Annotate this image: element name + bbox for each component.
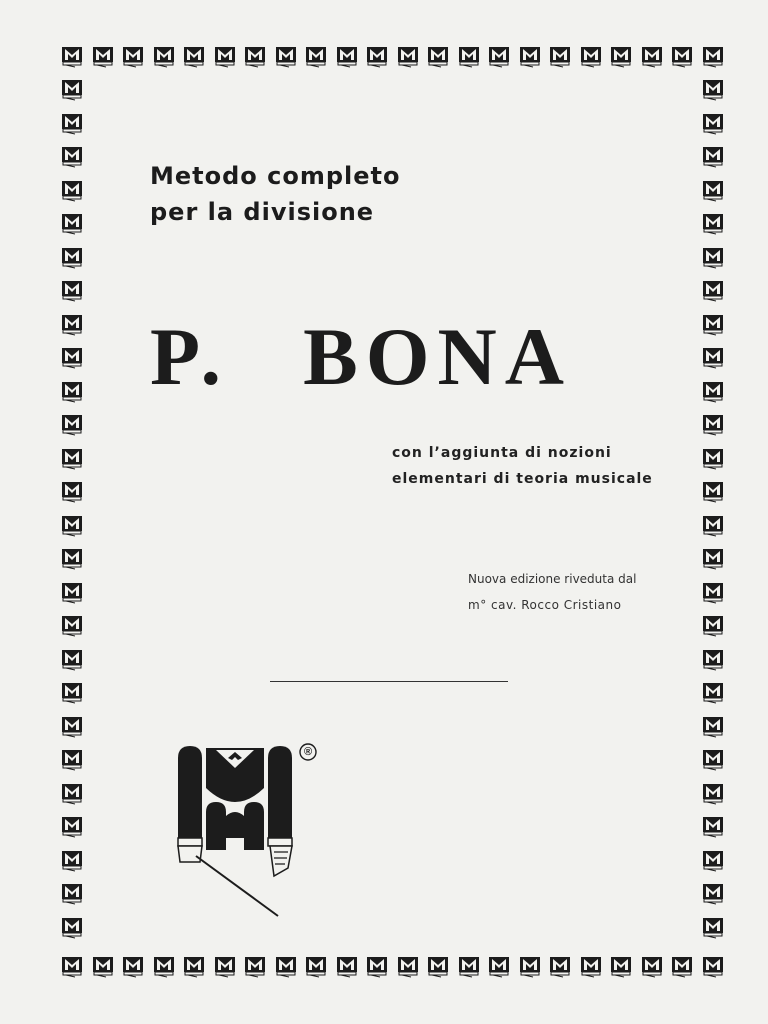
monogram-tile-icon xyxy=(701,379,725,403)
edition-note xyxy=(468,566,636,618)
decorative-border-right xyxy=(701,77,725,939)
monogram-tile-icon xyxy=(60,915,84,939)
monogram-tile-icon xyxy=(60,479,84,503)
monogram-tile-icon xyxy=(60,77,84,101)
monogram-tile-icon xyxy=(243,44,267,68)
monogram-tile-icon xyxy=(701,77,725,101)
author-initial: P. xyxy=(150,311,230,402)
monogram-tile-icon xyxy=(243,954,267,978)
monogram-tile-icon xyxy=(701,111,725,135)
monogram-tile-icon xyxy=(213,44,237,68)
monogram-tile-icon xyxy=(426,44,450,68)
monogram-tile-icon xyxy=(60,954,84,978)
monogram-tile-icon xyxy=(457,954,481,978)
monogram-tile-icon xyxy=(701,781,725,805)
monogram-tile-icon xyxy=(457,44,481,68)
monogram-tile-icon xyxy=(701,747,725,771)
monogram-tile-icon xyxy=(121,954,145,978)
monogram-tile-icon xyxy=(60,848,84,872)
monogram-tile-icon xyxy=(701,412,725,436)
monogram-tile-icon xyxy=(701,144,725,168)
monogram-tile-icon xyxy=(701,647,725,671)
monogram-tile-icon xyxy=(701,546,725,570)
monogram-tile-icon xyxy=(182,44,206,68)
monogram-tile-icon xyxy=(701,245,725,269)
addendum-line-1: con l’aggiunta di nozioni xyxy=(392,445,612,461)
monogram-tile-icon xyxy=(274,954,298,978)
registered-mark: ® xyxy=(303,746,313,758)
monogram-tile-icon xyxy=(701,680,725,704)
monogram-tile-icon xyxy=(579,44,603,68)
monogram-tile-icon xyxy=(518,44,542,68)
monogram-tile-icon xyxy=(426,954,450,978)
monogram-tile-icon xyxy=(60,513,84,537)
monogram-tile-icon xyxy=(182,954,206,978)
monogram-tile-icon xyxy=(548,954,572,978)
author-surname: BONA xyxy=(303,311,572,402)
monogram-tile-icon xyxy=(60,613,84,637)
monogram-tile-icon xyxy=(579,954,603,978)
monogram-tile-icon xyxy=(701,44,725,68)
addendum-text xyxy=(392,440,653,492)
monogram-tile-icon xyxy=(609,44,633,68)
monogram-tile-icon xyxy=(701,345,725,369)
monogram-tile-icon xyxy=(60,345,84,369)
monogram-tile-icon xyxy=(396,954,420,978)
monogram-tile-icon xyxy=(701,312,725,336)
monogram-tile-icon xyxy=(670,954,694,978)
monogram-tile-icon xyxy=(91,44,115,68)
monogram-tile-icon xyxy=(213,954,237,978)
monogram-tile-icon xyxy=(701,211,725,235)
method-title xyxy=(150,158,401,230)
addendum-line-2: elementari di teoria musicale xyxy=(392,471,653,487)
monogram-tile-icon xyxy=(60,680,84,704)
monogram-tile-icon xyxy=(60,580,84,604)
method-title-line-1: Metodo completo xyxy=(150,162,401,190)
monogram-tile-icon xyxy=(640,954,664,978)
monogram-tile-icon xyxy=(91,954,115,978)
monogram-tile-icon xyxy=(60,178,84,202)
monogram-tile-icon xyxy=(487,954,511,978)
monogram-tile-icon xyxy=(60,881,84,905)
monogram-tile-icon xyxy=(701,613,725,637)
monogram-tile-icon xyxy=(304,44,328,68)
monogram-tile-icon xyxy=(60,814,84,838)
monogram-tile-icon xyxy=(60,747,84,771)
monogram-tile-icon xyxy=(701,278,725,302)
monogram-tile-icon xyxy=(396,44,420,68)
monogram-tile-icon xyxy=(60,111,84,135)
decorative-border-left xyxy=(60,77,84,939)
monogram-tile-icon xyxy=(60,211,84,235)
monogram-tile-icon xyxy=(518,954,542,978)
method-title-line-2: per la divisione xyxy=(150,198,375,226)
monogram-tile-icon xyxy=(365,954,389,978)
conductor-monogram-logo-icon xyxy=(170,738,320,923)
monogram-tile-icon xyxy=(701,479,725,503)
monogram-tile-icon xyxy=(640,44,664,68)
monogram-tile-icon xyxy=(701,814,725,838)
monogram-tile-icon xyxy=(60,379,84,403)
monogram-tile-icon xyxy=(60,44,84,68)
monogram-tile-icon xyxy=(701,714,725,738)
monogram-tile-icon xyxy=(60,412,84,436)
monogram-tile-icon xyxy=(701,178,725,202)
monogram-tile-icon xyxy=(701,915,725,939)
monogram-tile-icon xyxy=(60,312,84,336)
monogram-tile-icon xyxy=(701,580,725,604)
monogram-tile-icon xyxy=(701,881,725,905)
monogram-tile-icon xyxy=(60,647,84,671)
monogram-tile-icon xyxy=(304,954,328,978)
monogram-tile-icon xyxy=(335,954,359,978)
monogram-tile-icon xyxy=(152,44,176,68)
monogram-tile-icon xyxy=(487,44,511,68)
decorative-border-top xyxy=(60,44,725,68)
monogram-tile-icon xyxy=(60,546,84,570)
monogram-tile-icon xyxy=(121,44,145,68)
monogram-tile-icon xyxy=(701,848,725,872)
monogram-tile-icon xyxy=(60,446,84,470)
monogram-tile-icon xyxy=(548,44,572,68)
edition-line-1: Nuova edizione riveduta dal xyxy=(468,572,637,586)
monogram-tile-icon xyxy=(60,245,84,269)
edition-line-2: m° cav. Rocco Cristiano xyxy=(468,598,622,612)
monogram-tile-icon xyxy=(60,714,84,738)
monogram-tile-icon xyxy=(60,278,84,302)
monogram-tile-icon xyxy=(701,954,725,978)
monogram-tile-icon xyxy=(609,954,633,978)
monogram-tile-icon xyxy=(701,446,725,470)
decorative-border-bottom xyxy=(60,954,725,978)
monogram-tile-icon xyxy=(60,781,84,805)
monogram-tile-icon xyxy=(670,44,694,68)
monogram-tile-icon xyxy=(152,954,176,978)
divider-line xyxy=(270,681,508,682)
monogram-tile-icon xyxy=(365,44,389,68)
monogram-tile-icon xyxy=(335,44,359,68)
author-name xyxy=(150,312,572,402)
monogram-tile-icon xyxy=(701,513,725,537)
monogram-tile-icon xyxy=(274,44,298,68)
monogram-tile-icon xyxy=(60,144,84,168)
